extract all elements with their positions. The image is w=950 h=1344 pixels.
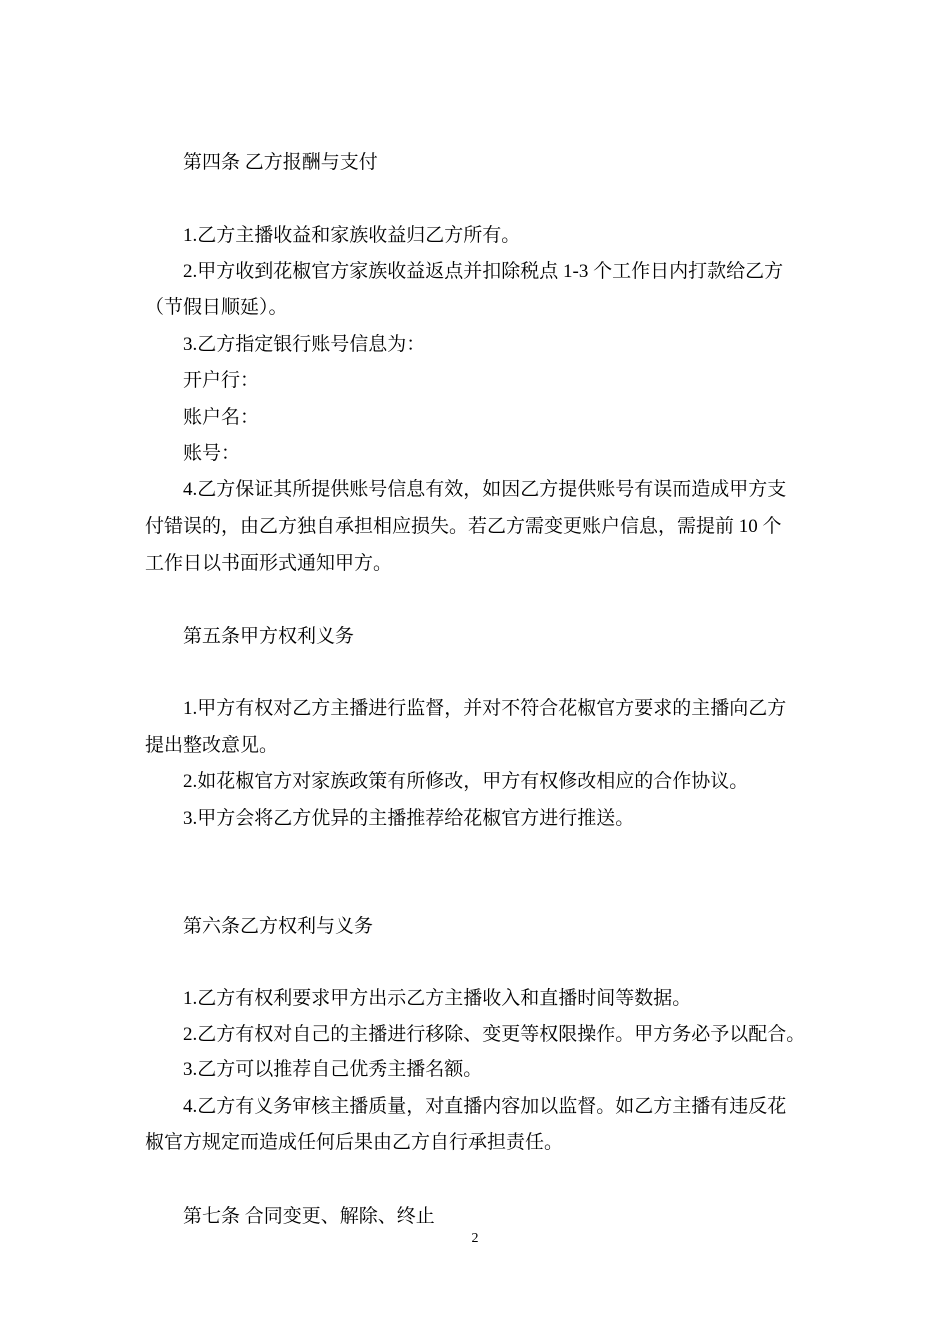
paragraph-line: 3.乙方可以推荐自己优秀主播名额。: [183, 1059, 483, 1080]
paragraph-line: 3.甲方会将乙方优异的主播推荐给花椒官方进行推送。: [183, 808, 635, 829]
paragraph-line: （节假日顺延）。: [145, 297, 288, 318]
paragraph-line: 付错误的，由乙方独自承担相应损失。若乙方需变更账户信息，需提前 10 个: [145, 516, 782, 537]
paragraph-line: 1.乙方有权利要求甲方出示乙方主播收入和直播时间等数据。: [183, 988, 692, 1009]
account-number-label: 账号：: [183, 443, 241, 464]
section-heading-7: 第七条 合同变更、解除、终止: [183, 1206, 435, 1227]
page-number: 2: [471, 1231, 479, 1246]
paragraph-line: 2.乙方有权对自己的主播进行移除、变更等权限操作。甲方务必予以配合。: [183, 1024, 806, 1045]
paragraph-line: 2.如花椒官方对家族政策有所修改，甲方有权修改相应的合作协议。: [183, 771, 749, 792]
paragraph-line: 4.乙方有义务审核主播质量，对直播内容加以监督。如乙方主播有违反花: [183, 1096, 787, 1117]
paragraph-line: 3.乙方指定银行账号信息为：: [183, 334, 426, 355]
paragraph-line: 2.甲方收到花椒官方家族收益返点并扣除税点 1-3 个工作日内打款给乙方: [183, 261, 784, 282]
paragraph-line: 1.甲方有权对乙方主播进行监督，并对不符合花椒官方要求的主播向乙方: [183, 698, 787, 719]
paragraph-line: 提出整改意见。: [145, 735, 279, 756]
bank-field-label: 开户行：: [183, 370, 260, 391]
account-name-label: 账户名：: [183, 407, 260, 428]
section-heading-4: 第四条 乙方报酬与支付: [183, 152, 378, 173]
paragraph-line: 工作日以书面形式通知甲方。: [145, 553, 393, 574]
section-heading-5: 第五条甲方权利义务: [183, 626, 355, 647]
paragraph-line: 椒官方规定而造成任何后果由乙方自行承担责任。: [145, 1132, 564, 1153]
paragraph-line: 1.乙方主播收益和家族收益归乙方所有。: [183, 225, 521, 246]
paragraph-line: 4.乙方保证其所提供账号信息有效，如因乙方提供账号有误而造成甲方支: [183, 479, 787, 500]
section-heading-6: 第六条乙方权利与义务: [183, 916, 374, 937]
